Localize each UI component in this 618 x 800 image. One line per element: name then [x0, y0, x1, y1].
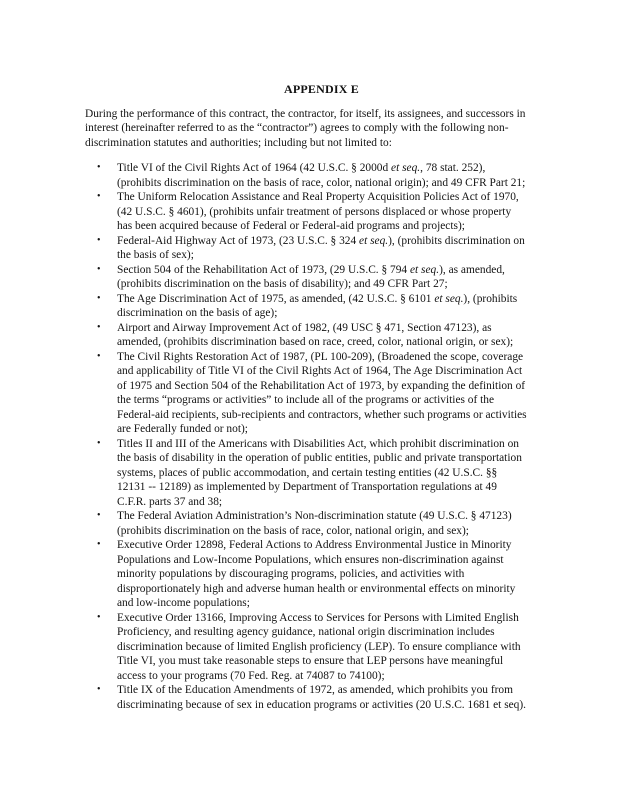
- list-item-text: The Age Discrimination Act of 1975, as amended, (42 U.S.C. § 6101 et seq.), (prohibits discrimination on the basis of age);: [117, 292, 518, 319]
- list-item-text: Title VI of the Civil Rights Act of 1964 (42 U.S.C. § 2000d et seq., 78 stat. 252), (prohibits discrimination on the basis of race, color, national origin); and 49 CFR Part 21;: [117, 162, 526, 189]
- list-item-text: Section 504 of the Rehabilitation Act of 1973, (29 U.S.C. § 794 et seq.), as amended, (prohibits discrimination on the basis of disability); and 49 CFR Part 27;: [117, 263, 505, 290]
- bullet-icon: •: [97, 611, 101, 623]
- bullet-icon: •: [97, 539, 101, 550]
- statute-list: [85, 161, 563, 712]
- list-item: [85, 509, 563, 538]
- bullet-icon: •: [97, 162, 101, 173]
- bullet-icon: •: [97, 350, 101, 362]
- intro-paragraph: During the performance of this contract, the contractor, for itself, its assignees, and successors in interest (hereinafter referred to as the “contractor”) agrees to comply with the following non- discrimination statutes and authorities; including but not limited to:: [85, 107, 526, 149]
- list-item-text: The Uniform Relocation Assistance and Real Property Acquisition Policies Act of 1970, (42 U.S.C. § 4601), (prohibits unfair treatment of persons displaced or whose property has been acquired because of Federal or Federal-aid programs and projects);: [117, 191, 519, 232]
- list-item-text: Executive Order 12898, Federal Actions to Address Environmental Justice in Minority Populations and Low-Income Populations, which ensures non-discrimination against minority populations by discouraging programs, policies, and activities with disproportionately high and adverse human health or environmental effects on minority and low-income populations;: [117, 539, 516, 609]
- list-item-text: The Federal Aviation Administration’s Non-discrimination statute (49 U.S.C. § 47123) (prohibits discrimination on the basis of race, color, national origin, and sex);: [117, 510, 512, 537]
- bullet-icon: •: [97, 234, 101, 246]
- list-item-text: The Civil Rights Restoration Act of 1987, (PL 100-209), (Broadened the scope, coverage and applicability of Title VI of the Civil Rights Act of 1964, The Age Discrimination Act of 1975 and Section 504 of the Rehabilitation Act of 1973, by expanding the definition of the terms “programs or activities” to include all of the programs or activities of the Federal-aid recipients, sub-recipients and contractors, whether such programs or activities are Federally funded or not);: [117, 350, 527, 435]
- list-item-text: Airport and Airway Improvement Act of 1982, (49 USC § 471, Section 47123), as amended, (prohibits discrimination based on race, creed, color, national origin, or sex);: [117, 321, 514, 348]
- list-item-text: Title IX of the Education Amendments of 1972, as amended, which prohibits you from discriminating because of sex in education programs or activities (20 U.S.C. 1681 et seq).: [117, 684, 527, 711]
- bullet-icon: •: [97, 191, 101, 202]
- list-item: [85, 234, 563, 263]
- bullet-icon: •: [97, 292, 101, 304]
- list-item-text: Executive Order 13166, Improving Access to Services for Persons with Limited English Proficiency, and resulting agency guidance, national origin discrimination includes discrimination because of limited English proficiency (LEP). To ensure compliance with Title VI, you must take reasonable steps to ensure that LEP persons have meaningful access to your programs (70 Fed. Reg. at 74087 to 74100);: [117, 611, 521, 682]
- list-item: [85, 190, 563, 234]
- bullet-icon: •: [97, 684, 101, 695]
- list-item-text: Federal-Aid Highway Act of 1973, (23 U.S.C. § 324 et seq.), (prohibits discrimination on the basis of sex);: [117, 234, 525, 261]
- list-item: [85, 161, 563, 190]
- list-item: [85, 437, 563, 510]
- document-content: [85, 82, 563, 712]
- bullet-icon: •: [97, 263, 101, 275]
- list-item-text: Titles II and III of the Americans with Disabilities Act, which prohibit discrimination on the basis of disability in the operation of public entities, public and private transportation systems, places of public accommodation, and certain testing entities (42 U.S.C. §§ 12131 -- 12189) as implemented by Department of Transportation regulations at 49 C.F.R. parts 37 and 38;: [117, 437, 522, 508]
- bullet-icon: •: [97, 321, 101, 333]
- bullet-icon: •: [97, 437, 101, 449]
- bullet-icon: •: [97, 510, 101, 521]
- list-item: [85, 350, 563, 437]
- list-item: [85, 263, 563, 292]
- page-title: APPENDIX E: [283, 82, 359, 96]
- list-item: [85, 292, 563, 321]
- list-item: [85, 321, 563, 350]
- list-item: [85, 683, 563, 712]
- list-item: [85, 538, 563, 611]
- list-item: [85, 611, 563, 684]
